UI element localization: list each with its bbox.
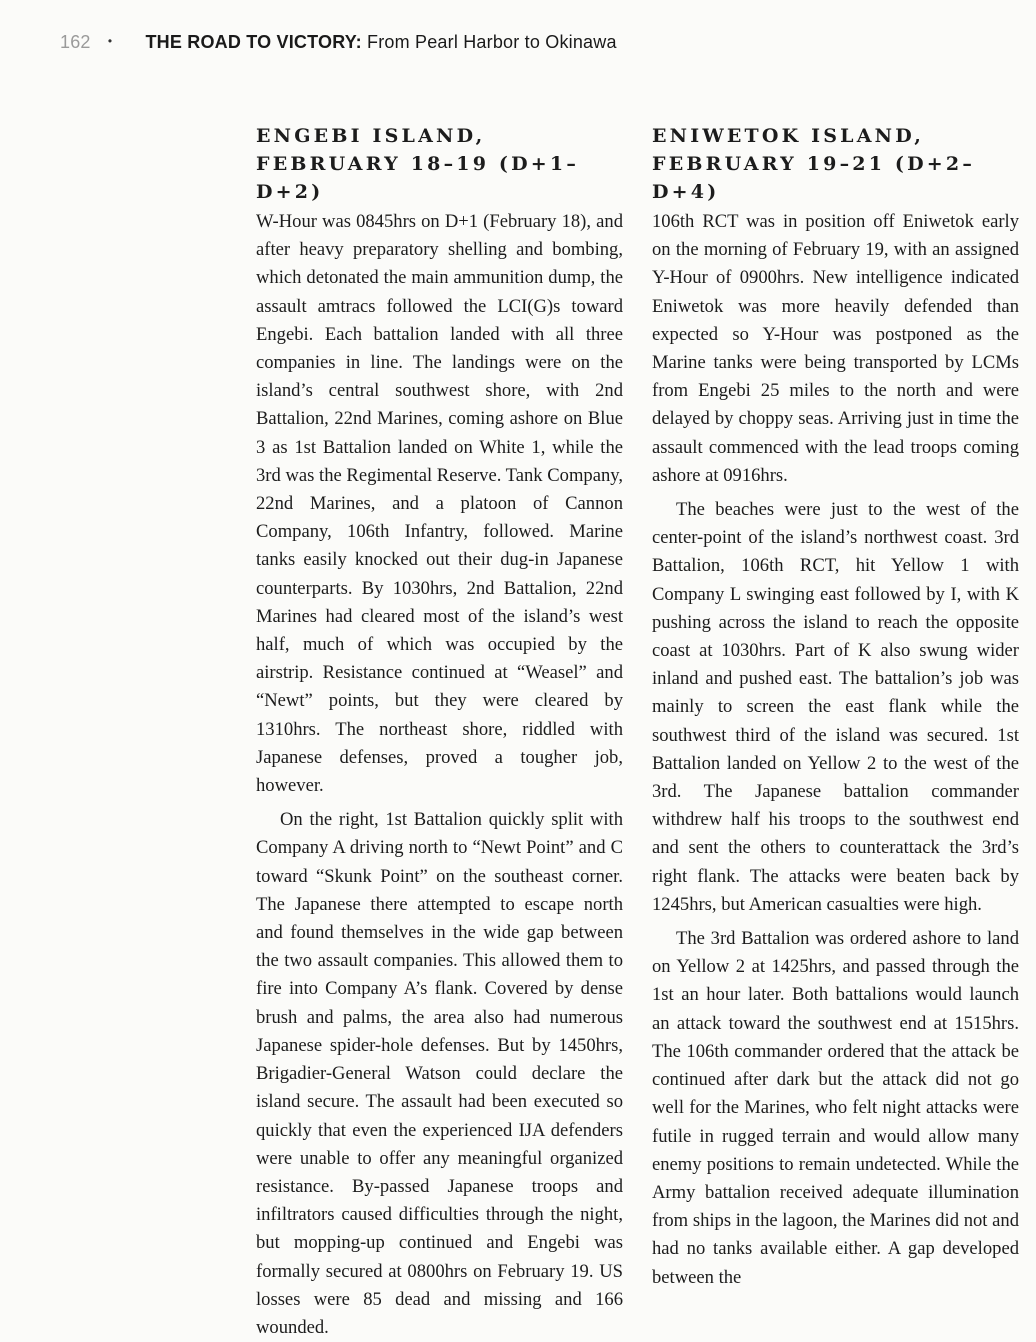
running-head: [60, 32, 617, 53]
section-heading-eniwetok: [652, 122, 1019, 206]
paragraph: The beaches were just to the west of the center-point of the island’s northwest coast. 3rd Battalion, 106th RCT, hit Yellow 1 with Company L swinging east followed by I, with K pushing across the island to reach the opposite coast at 1030hrs. Part of K also swung wider inland and pushed east. The battalion’s job was mainly to screen the east flank while the southwest third of the island was secured. 1st Battalion landed on Yellow 2 to the west of the 3rd. The Japanese battalion commander withdrew half his troops to the southwest end and sent the others to counterattack the 3rd’s right flank. The attacks were beaten back by 1245hrs, but American casualties were high.: [652, 499, 1019, 915]
paragraph: On the right, 1st Battalion quickly split with Company A driving north to “Newt Point” and C toward “Skunk Point” on the southeast corner. The Japanese there attempted to escape north and found themselves in the wide gap between the two assault companies. This allowed them to fire into Company A’s flank. Covered by dense brush and palms, the area also had numerous Japanese spider-hole defenses. But by 1450hrs, Brigadier-General Watson could declare the island secure. The assault had been executed so quickly that even the experienced IJA defenders were unable to offer any meaningful organized resistance. By-passed Japanese troops and infiltrators caused difficulties through the night, but mopping-up continued and Engebi was formally secured at 0800hrs on February 19. US losses were 85 dead and missing and 166 wounded.: [256, 809, 623, 1338]
left-column: [256, 122, 623, 1342]
right-column: [652, 122, 1019, 1292]
heading-line-1: ENGEBI ISLAND,: [256, 125, 486, 147]
heading-line-1: ENIWETOK ISLAND,: [652, 125, 925, 147]
section-heading-engebi: [256, 122, 623, 206]
paragraph: W-Hour was 0845hrs on D+1 (February 18), and after heavy preparatory shelling and bombing, which detonated the main ammunition dump, the assault amtracs followed the LCI(G)s toward Engebi. Each battalion landed with all three companies in line. The landings were on the island’s central southwest shore, with 2nd Battalion, 22nd Marines, coming ashore on Blue 3 as 1st Battalion landed on White 1, while the 3rd was the Regimental Reserve. Tank Company, 22nd Marines, and a platoon of Cannon Company, 106th Infantry, followed. Marine tanks easily knocked out their dug-in Japanese counterparts. By 1030hrs, 2nd Battalion, 22nd Marines had cleared most of the island’s west half, much of which was occupied by the airstrip. Resistance continued at “Weasel” and “Newt” points, but they were cleared by 1310hrs. The northeast shore, riddled with Japanese defenses, proved a tougher job, however.: [256, 211, 623, 797]
separator-bullet: •: [107, 34, 113, 48]
paragraph: The 3rd Battalion was ordered ashore to land on Yellow 2 at 1425hrs, and passed through the 1st an hour later. Both battalions would launch an attack toward the southwest end at 1515hrs. The 106th commander ordered that the attack be continued after dark but the attack did not go well for the Marines, who felt night attacks were futile in rugged terrain and would allow many enemy positions to remain undetected. While the Army battalion received adequate illumination from ships in the lagoon, the Marines did not and had no tanks available either. A gap developed between the: [652, 928, 1019, 1288]
book-title: THE ROAD TO VICTORY:: [145, 32, 362, 52]
paragraph: 106th RCT was in position off Eniwetok early on the morning of February 19, with an assigned Y-Hour of 0900hrs. New intelligence indicated Eniwetok was more heavily defended than expected so Y-Hour was postponed as the Marine tanks were being transported by LCMs from Engebi 25 miles to the north and were delayed by choppy seas. Arriving just in time the assault commenced with the lead troops coming ashore at 0916hrs.: [652, 211, 1019, 486]
book-subtitle: From Pearl Harbor to Okinawa: [367, 32, 617, 52]
page-number: 162: [60, 32, 91, 52]
heading-line-2: FEBRUARY 18–19 (D+1–D+2): [256, 153, 580, 203]
heading-line-2: FEBRUARY 19–21 (D+2–D+4): [652, 153, 976, 203]
